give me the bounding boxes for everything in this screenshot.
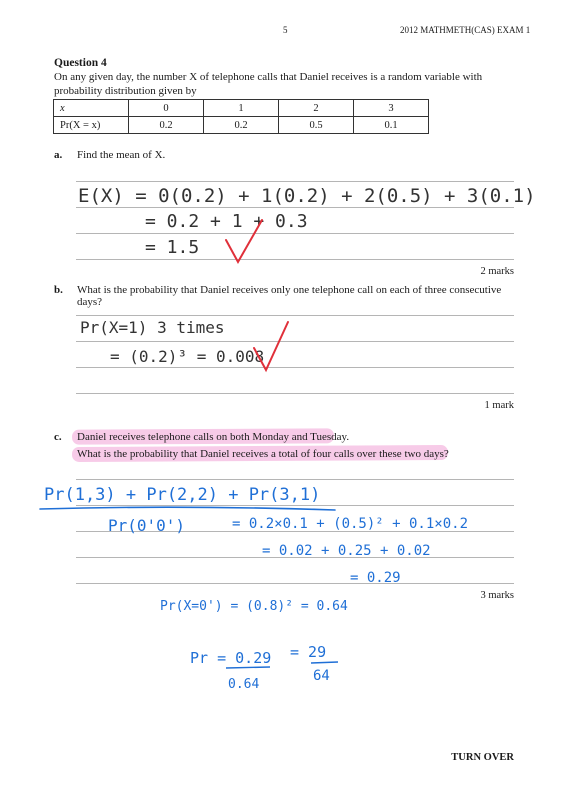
table-cell: 3 xyxy=(354,100,429,117)
turn-over: TURN OVER xyxy=(451,752,514,763)
fraction-bar xyxy=(226,667,270,668)
pen-work-c xyxy=(44,485,468,692)
part-b-question: What is the probability that Daniel receives only one telephone call on each of three consecutive days? xyxy=(77,284,502,308)
part-a-label: a. xyxy=(54,149,63,161)
table-cell: 1 xyxy=(204,100,279,117)
part-b-label: b. xyxy=(54,284,63,296)
handwritten-line: Pr = 0.29 xyxy=(190,649,272,667)
handwritten-line: = 29 xyxy=(290,643,327,661)
handwritten-line: = 0.2 + 1 + 0.3 xyxy=(145,211,308,232)
table-cell: Pr(X = x) xyxy=(54,117,129,134)
table-cell: 0.5 xyxy=(279,117,354,134)
handwritten-line: = 1.5 xyxy=(145,237,200,258)
fraction-bar xyxy=(311,662,338,663)
part-b-marks: 1 mark xyxy=(484,400,514,411)
table-cell: 0.1 xyxy=(354,117,429,134)
exam-title: 2012 MATHMETH(CAS) EXAM 1 xyxy=(400,25,531,35)
handwritten-line: Pr(0'0') xyxy=(108,516,186,535)
pencil-work-a xyxy=(78,185,536,258)
part-a-question: Find the mean of X. xyxy=(77,149,166,161)
table-cell: 0.2 xyxy=(204,117,279,134)
handwritten-line: = (0.2)³ = 0.008 xyxy=(110,347,265,366)
handwritten-line: = 0.29 xyxy=(350,570,401,586)
table-cell: 0 xyxy=(129,100,204,117)
handwritten-line: Pr(X=0') = (0.8)² = 0.64 xyxy=(160,599,348,614)
handwritten-line: 64 xyxy=(313,668,330,684)
pencil-work-b xyxy=(80,318,264,366)
table-cell: 2 xyxy=(279,100,354,117)
part-c-label: c. xyxy=(54,431,62,443)
question-title: Question 4 xyxy=(54,57,107,69)
handwritten-line: = 0.02 + 0.25 + 0.02 xyxy=(262,543,431,559)
part-c-marks: 3 marks xyxy=(480,590,514,601)
question-intro: On any given day, the number X of telephone calls that Daniel receives is a random variable with probability distribution given by xyxy=(54,71,483,97)
table-cell: 0.2 xyxy=(129,117,204,134)
part-c-question-line1: Daniel receives telephone calls on both Monday and Tuesday. xyxy=(77,431,350,443)
handwritten-line: Pr(1,3) + Pr(2,2) + Pr(3,1) xyxy=(44,485,321,505)
handwritten-line: E(X) = 0(0.2) + 1(0.2) + 2(0.5) + 3(0.1) xyxy=(78,185,536,207)
handwritten-line: 0.64 xyxy=(228,677,260,692)
part-c-question-line2: What is the probability that Daniel receives a total of four calls over these two days? xyxy=(77,448,449,460)
part-a-marks: 2 marks xyxy=(480,266,514,277)
table-cell: x xyxy=(54,100,129,117)
underline-stroke xyxy=(40,507,335,510)
handwritten-line: Pr(X=1) 3 times xyxy=(80,318,225,337)
handwritten-line: = 0.2×0.1 + (0.5)² + 0.1×0.2 xyxy=(232,516,469,532)
page-number: 5 xyxy=(283,25,288,35)
